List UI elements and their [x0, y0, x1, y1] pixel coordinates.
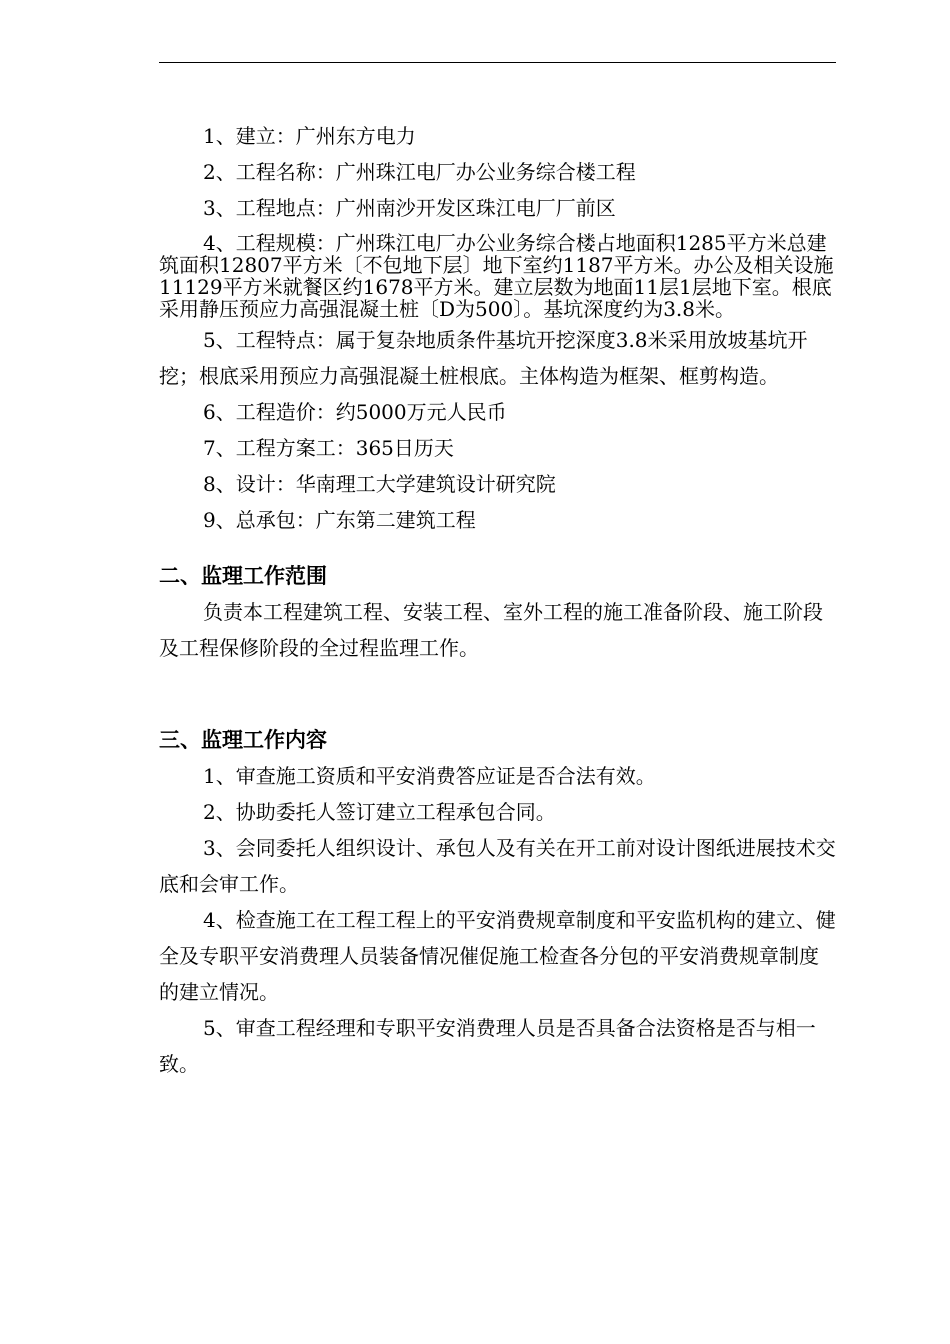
project-item-builder: 1、建立：广州东方电力: [203, 124, 416, 148]
content-item-4: 4、检查施工在工程工程上的平安消费规章制度和平安监机构的建立、健全及专职平安消费理人员装备情况催促施工检查各分包的平安消费规章制度的建立情况。: [159, 908, 836, 1004]
section-heading-scope: 二、监理工作范围: [159, 564, 327, 588]
document-body: [159, 118, 836, 1082]
project-item-name: 2、工程名称：广州珠江电厂办公业务综合楼工程: [203, 160, 636, 184]
project-item-schedule: 7、工程方案工：365日历天: [203, 436, 454, 460]
project-item-location: 3、工程地点：广州南沙开发区珠江电厂厂前区: [203, 196, 616, 220]
section-heading-content: 三、监理工作内容: [159, 728, 327, 752]
project-item-features: 5、工程特点：属于复杂地质条件基坑开挖深度3.8米采用放坡基坑开挖；根底采用预应力高强混凝土桩根底。主体构造为框架、框剪构造。: [159, 328, 808, 388]
project-item-cost: 6、工程造价：约5000万元人民币: [203, 400, 507, 424]
project-item-scale: 4、工程规模：广州珠江电厂办公业务综合楼占地面积1285平方米总建筑面积12807平方米〔不包地下层〕地下室约1187平方米。办公及相关设施11129平方米就餐区约1678平方米。建立层数为地面11层1层地下室。根底采用静压预应力高强混凝土桩〔D为500〕。基坑深度约为3.8米。: [159, 231, 834, 321]
project-item-designer: 8、设计：华南理工大学建筑设计研究院: [203, 472, 556, 496]
content-item-5: 5、审查工程经理和专职平安消费理人员是否具备合法资格是否与相一致。: [159, 1016, 816, 1076]
content-item-2: 2、协助委托人签订建立工程承包合同。: [203, 800, 556, 824]
content-item-3: 3、会同委托人组织设计、承包人及有关在开工前对设计图纸进展技术交底和会审工作。: [159, 836, 836, 896]
content-item-1: 1、审查施工资质和平安消费答应证是否合法有效。: [203, 764, 656, 788]
project-item-contractor: 9、总承包：广东第二建筑工程: [203, 508, 476, 532]
header-rule: [159, 62, 836, 63]
scope-paragraph: 负责本工程建筑工程、安装工程、室外工程的施工准备阶段、施工阶段及工程保修阶段的全过程监理工作。: [159, 600, 823, 660]
